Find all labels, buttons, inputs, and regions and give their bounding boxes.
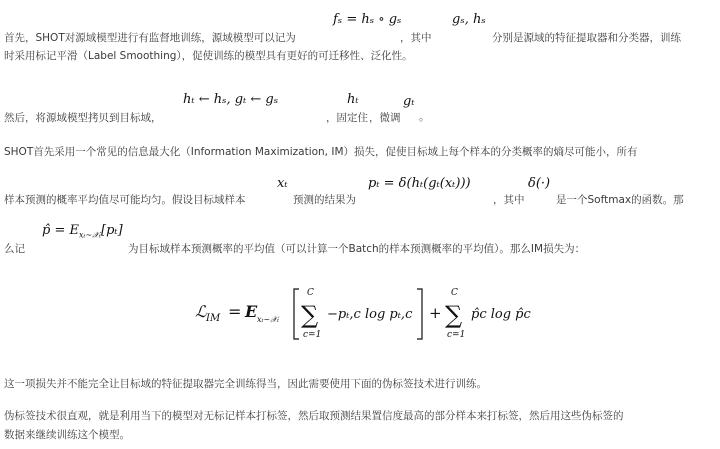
paragraph3-line1: SHOT首先采用一个常见的信息最大化（Information Maximization, IM）损失，促使目标域上每个样本的分类概率的熵尽可能小，所有 <box>4 146 638 158</box>
eq-left-bracket <box>294 289 299 339</box>
paragraph4: 这一项损失并不能完全让目标域的特征提取器完全训练得当，因此需要使用下面的伪标签技术进行训练。 <box>4 378 487 390</box>
formula-phat <box>42 223 123 241</box>
paragraph1-line1-b: ，其中 <box>400 32 432 44</box>
im-loss-equation <box>195 283 535 347</box>
eq-equals: = <box>228 302 242 321</box>
formula-xt: xₜ <box>277 176 288 191</box>
paragraph3-line2-a: 样本预测的概率平均值尽可能均匀。假设目标域样本 <box>4 194 246 206</box>
formula-copy: hₜ ← hₛ, gₜ ← gₛ <box>183 92 279 107</box>
formula-ht: hₜ <box>347 92 359 107</box>
paragraph1-line1-a: 首先，SHOT对源域模型进行有监督地训练，源域模型可以记为 <box>4 32 296 44</box>
formula-pt: pₜ = δ(hₜ(gₜ(xₜ))) <box>368 176 471 191</box>
formula-phat-main: p̂ = E <box>42 223 79 238</box>
eq-lhs: ℒ <box>195 302 207 321</box>
eq-right-bracket <box>417 289 422 339</box>
eq-term2: p̂c log p̂c <box>471 307 531 322</box>
eq-sum2: ∑ <box>445 301 463 329</box>
eq-expect: E <box>245 302 258 321</box>
eq-sum1: ∑ <box>301 301 319 329</box>
paragraph3-line3-a: 么记 <box>4 243 25 255</box>
paragraph5-line1: 伪标签技术很直观，就是利用当下的模型对无标记样本打标签，然后取预测结果置信度最高的部分样本来打标签，然后用这些伪标签的 <box>4 410 624 422</box>
formula-phat-tail: [pₜ] <box>101 223 123 238</box>
paragraph5-line2: 数据来继续训练这个模型。 <box>4 429 130 441</box>
paragraph3-line2-c: ，其中 <box>493 194 525 206</box>
eq-lhs-sub: IM <box>206 313 221 324</box>
paragraph2-text-d: 。 <box>419 111 430 123</box>
paragraph2-text-b: ，固定住 <box>326 112 368 124</box>
eq-plus: + <box>429 304 442 322</box>
formula-fs: fₛ = hₛ ∘ gₛ <box>333 12 402 27</box>
eq-sum1-top: C <box>307 288 314 298</box>
formula-phat-sub: xₜ∼𝒳ₜ <box>78 230 102 240</box>
paragraph3-line2-d: 是一个Softmax的函数。那 <box>556 194 684 206</box>
paragraph3-line3-b: 为目标域样本预测概率的平均值（可以计算一个Batch的样本预测概率的平均值）。那么IM损失为： <box>128 243 586 255</box>
eq-sum1-bottom: c=1 <box>303 330 322 340</box>
eq-sum2-top: C <box>451 288 458 298</box>
eq-sum2-bottom: c=1 <box>447 330 466 340</box>
paragraph2-text-a: 然后，将源域模型拷贝到目标域， <box>4 112 162 124</box>
formula-delta: δ(·) <box>528 176 551 191</box>
eq-expect-sub: xₜ∼𝒳ₜ <box>257 315 280 324</box>
eq-term1: −pₜ,c log pₜ,c <box>327 307 413 322</box>
formula-gs-hs: gₛ, hₛ <box>452 12 486 27</box>
paragraph3-line2-b: 预测的结果为 <box>293 194 356 206</box>
formula-gt: gₜ <box>403 94 415 109</box>
paragraph1-line2: 时采用标记平滑（Label Smoothing），促使训练的模型具有更好的可迁移性、泛化性。 <box>4 50 413 62</box>
paragraph2-text-c: ，微调 <box>369 112 401 124</box>
paragraph1-line1-c: 分别是源域的特征提取器和分类器，训练 <box>492 32 681 44</box>
